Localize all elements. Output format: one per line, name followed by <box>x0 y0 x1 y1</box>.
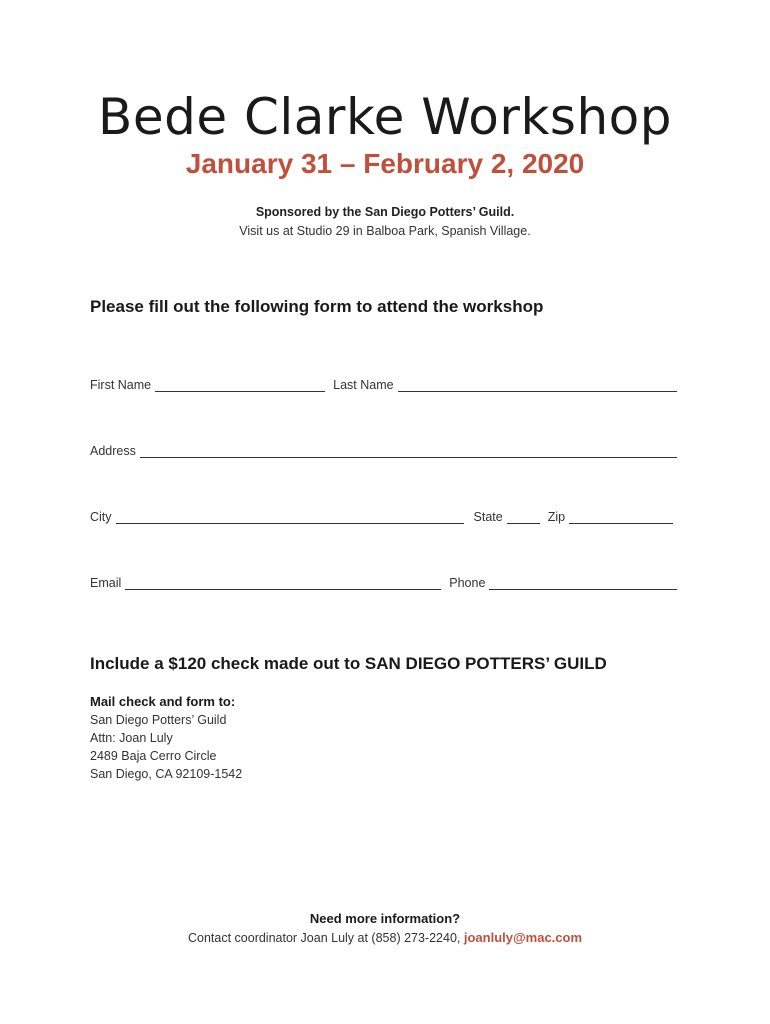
mail-address-line: San Diego, CA 92109-1542 <box>90 767 243 781</box>
mail-heading: Mail check and form to: <box>90 694 236 709</box>
mail-address-line: San Diego Potters’ Guild <box>90 713 227 727</box>
workshop-dates: January 31 – February 2, 2020 <box>185 148 585 179</box>
state-field[interactable] <box>507 509 540 524</box>
address-field[interactable] <box>140 443 677 458</box>
sponsor-line: Sponsored by the San Diego Potters’ Guild. <box>255 205 515 219</box>
email-label: Email <box>90 576 122 590</box>
zip-field[interactable] <box>569 509 673 524</box>
contact-row <box>90 570 677 590</box>
first-name-label: First Name <box>90 378 152 392</box>
visit-line: Visit us at Studio 29 in Balboa Park, Spanish Village. <box>239 224 531 238</box>
city-row <box>90 504 677 524</box>
address-label: Address <box>90 444 136 458</box>
mail-address-line: 2489 Baja Cerro Circle <box>90 749 217 763</box>
mail-address-line: Attn: Joan Luly <box>90 731 173 745</box>
payment-heading: Include a $120 check made out to SAN DIEGO POTTERS’ GUILD <box>90 654 607 673</box>
city-field[interactable] <box>116 509 464 524</box>
contact-email-link[interactable]: joanluly@mac.com <box>463 930 583 945</box>
contact-text: Contact coordinator Joan Luly at (858) 273-2240, <box>187 931 464 945</box>
page-title: Bede Clarke Workshop <box>98 88 672 146</box>
phone-field[interactable] <box>489 575 677 590</box>
contact-line <box>0 930 770 945</box>
last-name-label: Last Name <box>333 378 394 392</box>
first-name-field[interactable] <box>155 377 325 392</box>
phone-label: Phone <box>449 576 486 590</box>
form-heading: Please fill out the following form to attend the workshop <box>90 297 544 316</box>
last-name-field[interactable] <box>398 377 677 392</box>
state-label: State <box>473 510 503 524</box>
need-info-heading: Need more information? <box>309 911 461 926</box>
name-row <box>90 372 677 392</box>
city-label: City <box>90 510 112 524</box>
zip-label: Zip <box>547 510 566 524</box>
address-row <box>90 438 677 458</box>
email-field[interactable] <box>125 575 441 590</box>
